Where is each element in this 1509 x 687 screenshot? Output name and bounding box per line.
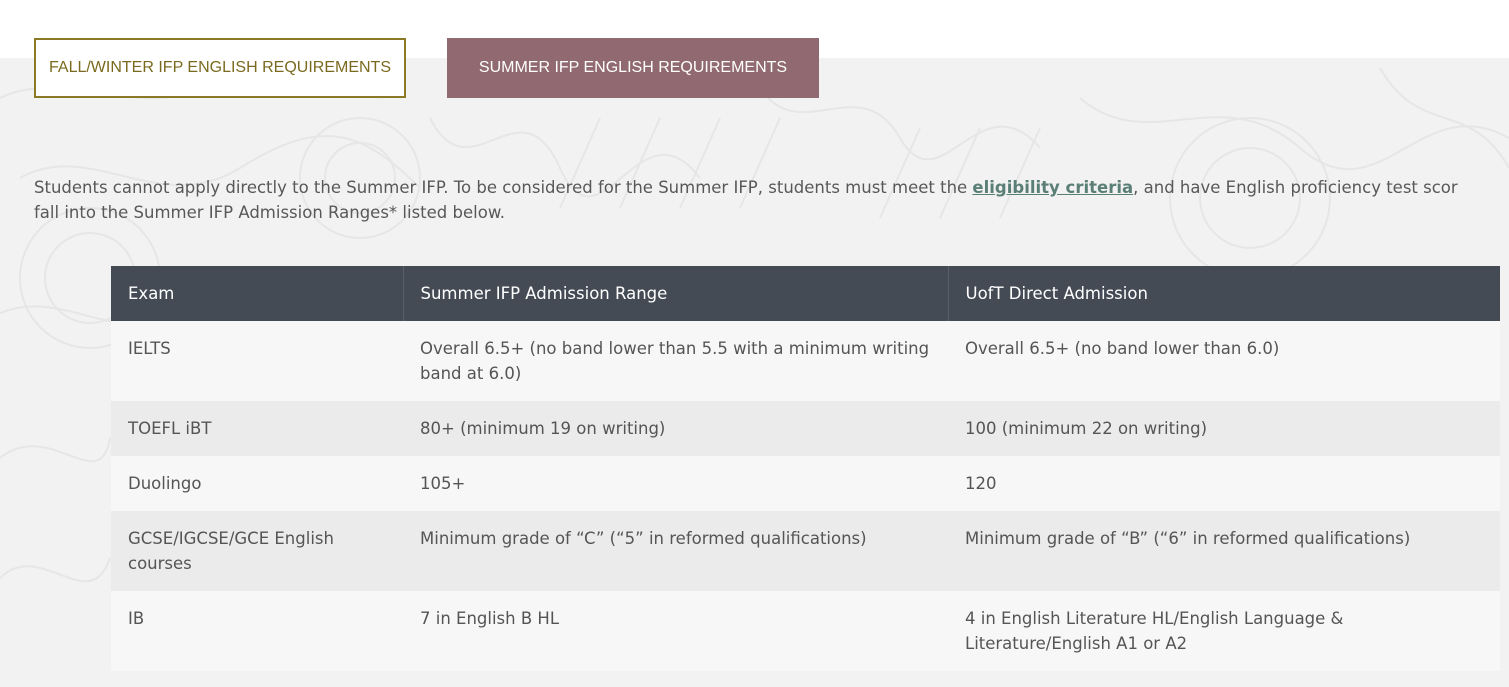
cell-exam: IB: [111, 591, 403, 671]
cell-summer-range: 7 in English B HL: [403, 591, 948, 671]
table-row: [111, 401, 1500, 456]
cell-direct-admission: 100 (minimum 22 on writing): [948, 401, 1500, 456]
tab-fall-winter-requirements[interactable]: FALL/WINTER IFP ENGLISH REQUIREMENTS: [34, 38, 406, 98]
cell-direct-admission: 4 in English Literature HL/English Language & Literature/English A1 or A2: [948, 591, 1500, 671]
table-header-row: [111, 266, 1500, 321]
cell-summer-range: Minimum grade of “C” (“5” in reformed qualifications): [403, 511, 948, 591]
cell-exam: GCSE/IGCSE/GCE English courses: [111, 511, 403, 591]
intro-line-1: [34, 175, 1509, 200]
header-uoft-direct-admission: UofT Direct Admission: [948, 266, 1500, 321]
table-row: [111, 511, 1500, 591]
header-exam: Exam: [111, 266, 403, 321]
intro-paragraph: [34, 175, 1509, 225]
english-requirements-table: [111, 266, 1500, 671]
table-row: [111, 591, 1500, 671]
cell-exam: Duolingo: [111, 456, 403, 511]
cell-direct-admission: Overall 6.5+ (no band lower than 6.0): [948, 321, 1500, 401]
intro-text-before-link: Students cannot apply directly to the Summer IFP. To be considered for the Summer IFP, students must meet the: [34, 178, 973, 197]
header-summer-ifp-range: Summer IFP Admission Range: [403, 266, 948, 321]
table-row: [111, 456, 1500, 511]
intro-text-after-link: , and have English proficiency test scor: [1133, 178, 1458, 197]
cell-direct-admission: 120: [948, 456, 1500, 511]
requirements-tabs: [34, 38, 824, 98]
intro-line-2: fall into the Summer IFP Admission Ranges* listed below.: [34, 203, 506, 222]
cell-exam: IELTS: [111, 321, 403, 401]
tab-summer-requirements[interactable]: SUMMER IFP ENGLISH REQUIREMENTS: [447, 38, 819, 98]
cell-summer-range: Overall 6.5+ (no band lower than 5.5 with a minimum writing band at 6.0): [403, 321, 948, 401]
cell-summer-range: 80+ (minimum 19 on writing): [403, 401, 948, 456]
cell-direct-admission: Minimum grade of “B” (“6” in reformed qualifications): [948, 511, 1500, 591]
cell-summer-range: 105+: [403, 456, 948, 511]
eligibility-criteria-link[interactable]: eligibility criteria: [972, 178, 1134, 197]
table-row: [111, 321, 1500, 401]
cell-exam: TOEFL iBT: [111, 401, 403, 456]
